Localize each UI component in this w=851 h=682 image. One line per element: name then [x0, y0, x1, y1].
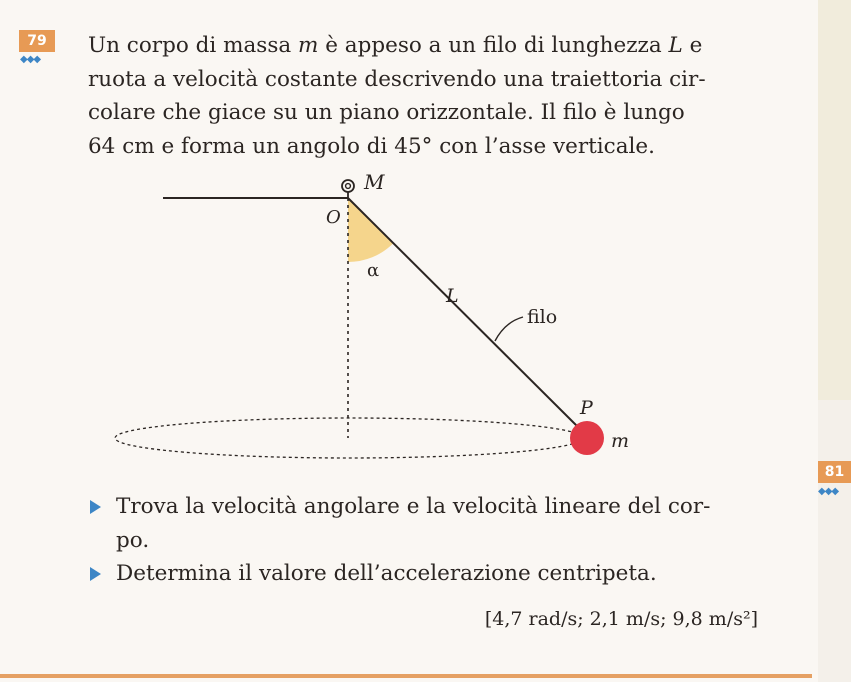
- statement-line-4: 64 cm e forma un angolo di 45° con l’asse verticale.: [88, 133, 655, 159]
- pivot-spiral-icon: [342, 180, 354, 198]
- statement-line-3: colare che giace su un piano orizzontale. Il filo è lungo: [88, 100, 685, 125]
- next-problem-number-badge: 81: [818, 461, 851, 483]
- side-column-lower: [818, 400, 851, 682]
- label-filo: filo: [527, 306, 558, 328]
- label-alpha: α: [367, 260, 380, 281]
- task-item: Trova la velocità angolare e la velocità lineare del cor- po.: [88, 490, 788, 557]
- task-item: Determina il valore dell’accelerazione centripeta.: [88, 557, 788, 591]
- statement-line-2: ruota a velocità costante descrivendo una traiettoria cir-: [88, 66, 706, 92]
- label-m: m: [611, 430, 630, 452]
- label-L: L: [446, 285, 459, 307]
- angle-alpha-wedge: [348, 198, 393, 262]
- mass-symbol: m: [298, 33, 319, 58]
- task-list: [88, 490, 788, 591]
- statement-line-1: Un corpo di massa m è appeso a un filo di lunghezza L e: [88, 33, 703, 58]
- bullet-triangle-icon: [90, 567, 101, 581]
- filo-leader-line: [495, 317, 523, 341]
- bullet-triangle-icon: [90, 500, 101, 514]
- label-P: P: [580, 397, 593, 419]
- section-divider: [0, 674, 812, 678]
- difficulty-icon: ◆◆◆: [20, 54, 41, 65]
- mass-ball: [570, 421, 604, 455]
- problem-number-badge: 79: [19, 30, 55, 52]
- label-M: M: [364, 170, 385, 194]
- answer-key: [4,7 rad/s; 2,1 m/s; 9,8 m/s²]: [484, 608, 758, 630]
- label-O: O: [326, 207, 341, 228]
- next-difficulty-icon: ◆◆◆: [818, 486, 839, 497]
- length-symbol: L: [668, 33, 683, 58]
- circular-trajectory: [115, 418, 583, 458]
